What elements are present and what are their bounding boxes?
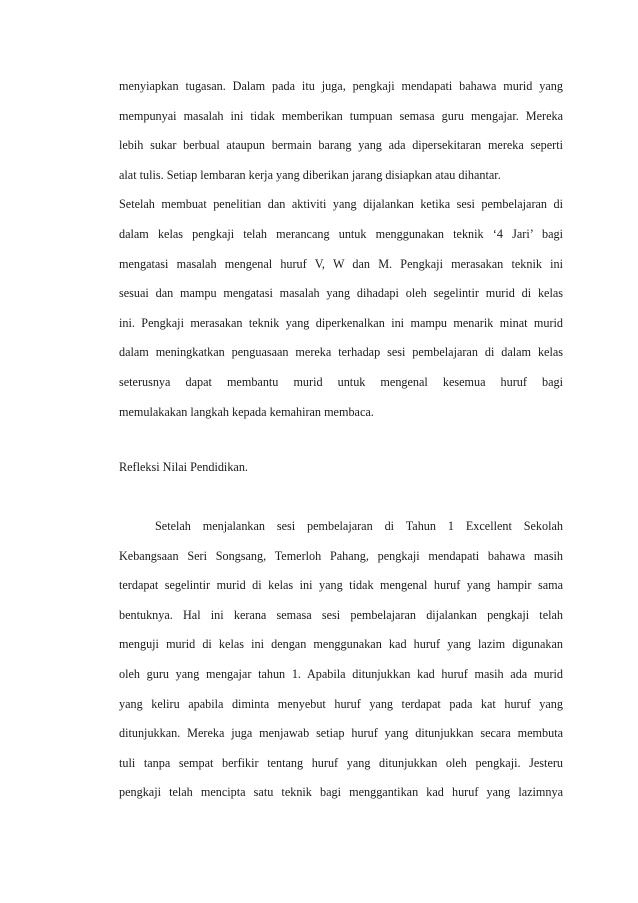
text-line: Setelah membuat penelitian dan aktiviti yang dijalankan ketika sesi pembelajaran di — [119, 197, 563, 212]
text-line: dalam meningkatkan penguasaan mereka terhadap sesi pembelajaran di dalam kelas — [119, 345, 563, 360]
paragraph-reflection — [119, 512, 563, 808]
text-line: sesuai dan mampu mengatasi masalah yang dihadapi oleh segelintir murid di kelas — [119, 286, 563, 301]
text-line: lebih sukar berbual ataupun bermain barang yang ada dipersekitaran mereka seperti — [119, 138, 563, 153]
text-line: yang keliru apabila diminta menyebut huruf yang terdapat pada kat huruf yang — [119, 696, 563, 711]
text-line: memulakakan langkah kepada kemahiran membaca. — [119, 404, 374, 419]
text-line: alat tulis. Setiap lembaran kerja yang diberikan jarang disiapkan atau dihantar. — [119, 167, 501, 182]
text-line: mempunyai masalah ini tidak memberikan tumpuan semasa guru mengajar. Mereka — [119, 108, 563, 123]
text-line: bentuknya. Hal ini kerana semasa sesi pembelajaran dijalankan pengkaji telah — [119, 607, 563, 622]
text-line: Kebangsaan Seri Songsang, Temerloh Pahang, pengkaji mendapati bahawa masih — [119, 548, 563, 563]
text-line: ini. Pengkaji merasakan teknik yang diperkenalkan ini mampu menarik minat murid — [119, 315, 563, 330]
text-line: pengkaji telah mencipta satu teknik bagi menggantikan kad huruf yang lazimnya — [119, 785, 563, 800]
text-line: seterusnya dapat membantu murid untuk mengenal kesemua huruf bagi — [119, 374, 563, 389]
section-heading: Refleksi Nilai Pendidikan. — [119, 460, 248, 474]
text-line: tuli tanpa sempat berfikir tentang huruf yang ditunjukkan oleh pengkaji. Jesteru — [119, 755, 563, 770]
text-line: ditunjukkan. Mereka juga menjawab setiap huruf yang ditunjukkan secara membuta — [119, 726, 563, 741]
text-line: menyiapkan tugasan. Dalam pada itu juga, pengkaji mendapati bahawa murid yang — [119, 79, 563, 93]
text-line: mengatasi masalah mengenal huruf V, W dan M. Pengkaji merasakan teknik ini — [119, 256, 563, 271]
paragraph-analysis — [119, 72, 563, 427]
text-line: oleh guru yang mengajar tahun 1. Apabila ditunjukkan kad huruf masih ada murid — [119, 666, 563, 681]
text-line: menguji murid di kelas ini dengan menggunakan kad huruf yang lazim digunakan — [119, 637, 563, 652]
text-line: terdapat segelintir murid di kelas ini yang tidak mengenal huruf yang hampir sama — [119, 578, 563, 593]
text-line: Setelah menjalankan sesi pembelajaran di Tahun 1 Excellent Sekolah — [155, 519, 563, 533]
text-line: dalam kelas pengkaji telah merancang untuk menggunakan teknik ‘4 Jari’ bagi — [119, 226, 563, 241]
